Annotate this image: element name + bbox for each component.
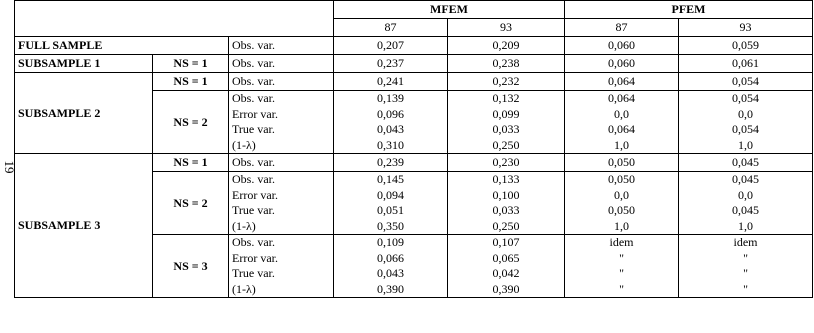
- ns-label: NS = 3: [153, 235, 229, 298]
- value-cell: 0,054: [679, 73, 813, 91]
- value-cell: 0,060: [565, 55, 679, 73]
- stat-label: True var.: [232, 266, 275, 280]
- value-cell: 0,0: [614, 187, 630, 202]
- value-cell: idem: [733, 235, 758, 249]
- value-cell: 0,043: [377, 122, 405, 136]
- subsample-1-label: SUBSAMPLE 1: [15, 55, 153, 73]
- value-cell: 0,207: [334, 37, 448, 55]
- value-cell: 0,250: [492, 218, 520, 233]
- stat-label: (1-λ): [232, 281, 256, 296]
- header-mfem: MFEM: [334, 1, 565, 19]
- value-cell: 0,250: [492, 137, 520, 152]
- value-stack: [565, 91, 679, 154]
- value-cell: 0,054: [732, 122, 760, 136]
- value-cell: 0,050: [608, 172, 636, 186]
- stat-label: Obs. var.: [232, 235, 275, 249]
- ns-label: NS = 2: [153, 172, 229, 235]
- value-cell: ": [619, 250, 624, 265]
- ns-label: NS = 1: [153, 55, 229, 73]
- value-cell: 0,043: [377, 266, 405, 280]
- value-cell: 0,107: [492, 235, 520, 249]
- stat-label: Error var.: [232, 106, 278, 121]
- value-cell: 0,042: [492, 266, 520, 280]
- value-cell: 0,230: [448, 154, 565, 172]
- value-cell: ": [743, 250, 748, 265]
- table-row-subsample-3-ns1: [15, 154, 813, 172]
- table-row-full-sample: [15, 37, 813, 55]
- value-stack: [679, 172, 813, 235]
- value-stack: [334, 235, 448, 298]
- header-pfem-93: 93: [679, 19, 813, 37]
- value-cell: 0,051: [377, 203, 405, 217]
- stat-label: Obs. var.: [229, 55, 334, 73]
- stat-label: Obs. var.: [229, 37, 334, 55]
- value-cell: 0,132: [492, 91, 520, 105]
- value-cell: 0,133: [492, 172, 520, 186]
- header-pfem-87: 87: [565, 19, 679, 37]
- stat-label: Error var.: [232, 187, 278, 202]
- value-cell: 0,232: [448, 73, 565, 91]
- value-stack: [448, 235, 565, 298]
- value-cell: 1,0: [614, 137, 630, 152]
- subsample-2-label: SUBSAMPLE 2: [15, 73, 153, 154]
- value-cell: 0,050: [565, 154, 679, 172]
- value-cell: 0,350: [377, 218, 405, 233]
- value-cell: 0,310: [377, 137, 405, 152]
- value-cell: 0,045: [732, 172, 760, 186]
- stat-label: Obs. var.: [232, 172, 275, 186]
- value-cell: 0,066: [377, 250, 405, 265]
- value-cell: 0,0: [738, 187, 754, 202]
- value-cell: 0,109: [377, 235, 405, 249]
- value-cell: 1,0: [738, 218, 754, 233]
- value-cell: 0,064: [565, 73, 679, 91]
- value-cell: 0,237: [334, 55, 448, 73]
- value-cell: 0,0: [738, 106, 754, 121]
- ns-label: NS = 1: [153, 73, 229, 91]
- header-empty-cell: [15, 1, 334, 37]
- value-cell: ": [743, 281, 748, 296]
- table-row-subsample-2-ns1: [15, 73, 813, 91]
- value-cell: 0,064: [608, 91, 636, 105]
- value-cell: 0,100: [492, 187, 520, 202]
- stat-label: Obs. var.: [232, 91, 275, 105]
- value-cell: ": [619, 266, 624, 280]
- stat-label-stack: [229, 172, 334, 235]
- header-pfem: PFEM: [565, 1, 813, 19]
- value-cell: ": [743, 266, 748, 280]
- value-cell: 0,209: [448, 37, 565, 55]
- value-cell: ": [619, 281, 624, 296]
- value-cell: 0,045: [732, 203, 760, 217]
- stat-label: (1-λ): [232, 137, 256, 152]
- full-sample-label: FULL SAMPLE: [15, 37, 229, 55]
- value-stack: [679, 235, 813, 298]
- value-cell: 0,094: [377, 187, 405, 202]
- value-cell: 0,0: [614, 106, 630, 121]
- value-cell: 0,064: [608, 122, 636, 136]
- subsample-3-label: SUBSAMPLE 3: [15, 154, 153, 298]
- value-stack: [448, 172, 565, 235]
- value-stack: [334, 172, 448, 235]
- header-mfem-87: 87: [334, 19, 448, 37]
- value-stack: [334, 91, 448, 154]
- value-cell: 0,033: [492, 203, 520, 217]
- value-cell: 0,238: [448, 55, 565, 73]
- value-cell: 0,096: [377, 106, 405, 121]
- value-cell: 0,061: [679, 55, 813, 73]
- stat-label-stack: [229, 91, 334, 154]
- value-cell: 0,033: [492, 122, 520, 136]
- stat-label: True var.: [232, 203, 275, 217]
- value-cell: 0,059: [679, 37, 813, 55]
- value-cell: 1,0: [738, 137, 754, 152]
- variance-table: [14, 0, 813, 298]
- value-cell: 0,065: [492, 250, 520, 265]
- stat-label: Obs. var.: [229, 154, 334, 172]
- stat-label-stack: [229, 235, 334, 298]
- value-cell: idem: [609, 235, 634, 249]
- header-mfem-93: 93: [448, 19, 565, 37]
- stat-label: Error var.: [232, 250, 278, 265]
- value-cell: 0,054: [732, 91, 760, 105]
- value-cell: 0,241: [334, 73, 448, 91]
- value-cell: 0,045: [679, 154, 813, 172]
- header-group-row: [15, 1, 813, 19]
- value-stack: [565, 172, 679, 235]
- stat-label: Obs. var.: [229, 73, 334, 91]
- value-cell: 0,060: [565, 37, 679, 55]
- value-cell: 0,390: [377, 281, 405, 296]
- value-stack: [448, 91, 565, 154]
- value-stack: [679, 91, 813, 154]
- ns-label: NS = 2: [153, 91, 229, 154]
- value-cell: 0,139: [377, 91, 405, 105]
- value-cell: 0,099: [492, 106, 520, 121]
- value-cell: 0,050: [608, 203, 636, 217]
- table-row-subsample-1: [15, 55, 813, 73]
- ns-label: NS = 1: [153, 154, 229, 172]
- value-stack: [565, 235, 679, 298]
- value-cell: 0,145: [377, 172, 405, 186]
- value-cell: 0,239: [334, 154, 448, 172]
- page-number: 19: [2, 160, 17, 174]
- stat-label: (1-λ): [232, 218, 256, 233]
- value-cell: 0,390: [492, 281, 520, 296]
- stat-label: True var.: [232, 122, 275, 136]
- value-cell: 1,0: [614, 218, 630, 233]
